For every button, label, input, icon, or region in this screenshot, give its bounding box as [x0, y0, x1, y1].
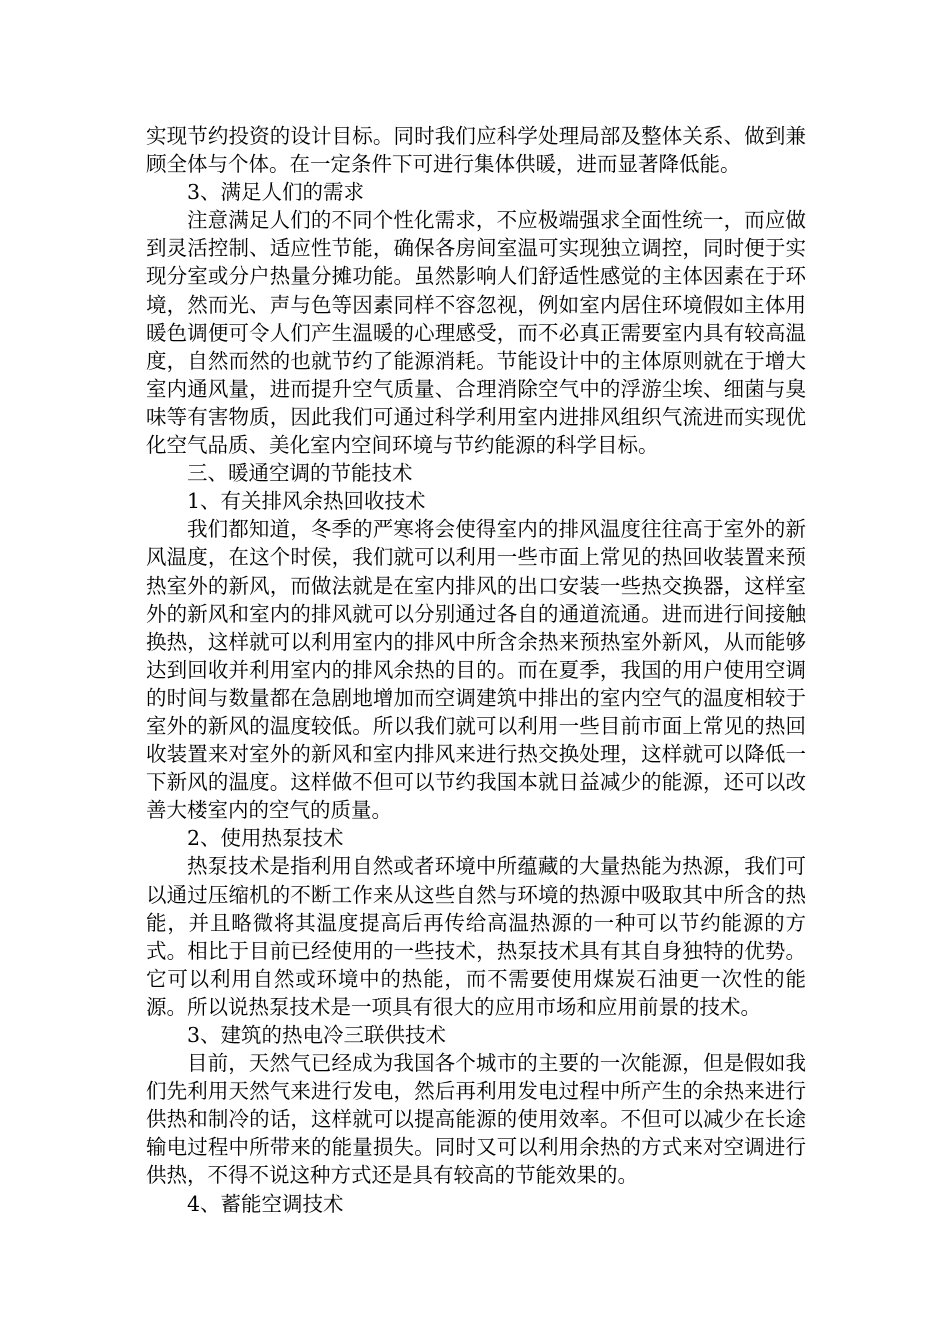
- chapter-heading: 三、暖通空调的节能技术: [187, 461, 413, 486]
- body-paragraph: 实现节约投资的设计目标。同时我们应科学处理局部及整体关系、做到兼顾全体与个体。在一定条件下可进行集体供暖，进而显著降低能。: [146, 124, 806, 177]
- body-paragraph: 注意满足人们的不同个性化需求，不应极端强求全面性统一，而应做到灵活控制、适应性节能，确保各房间室温可实现独立调控，同时便于实现分室或分户热量分摊功能。虽然影响人们舒适性感觉的主体因素在于环境，然而光、声与色等因素同样不容忽视，例如室内居住环境假如主体用暖色调便可令人们产生温暖的心理感受，而不必真正需要室内具有较高温度，自然而然的也就节约了能源消耗。节能设计中的主体原则就在于增大室内通风量，进而提升空气质量、合理消除空气中的浮游尘埃、细菌与臭味等有害物质，因此我们可通过科学利用室内进排风组织气流进而实现优化空气品质、美化室内空间环境与节约能源的科学目标。: [146, 208, 806, 458]
- section-heading: 4、蓄能空调技术: [187, 1191, 344, 1216]
- section-heading: 3、满足人们的需求: [187, 180, 365, 205]
- body-paragraph: 目前，天然气已经成为我国各个城市的主要的一次能源，但是假如我们先利用天然气来进行发电，然后再利用发电过程中所产生的余热来进行供热和制冷的话，这样就可以提高能源的使用效率。不但可以减少在长途输电过程中所带来的能量损失。同时又可以利用余热的方式来对空调进行供热，不得不说这种方式还是具有较高的节能效果的。: [146, 1051, 806, 1188]
- section-heading: 1、有关排风余热回收技术: [187, 489, 426, 514]
- body-paragraph: 热泵技术是指利用自然或者环境中所蕴藏的大量热能为热源，我们可以通过压缩机的不断工作来从这些自然与环境的热源中吸取其中所含的热能，并且略微将其温度提高后再传给高温热源的一种可以节约能源的方式。相比于目前已经使用的一些技术，热泵技术具有其自身独特的优势。它可以利用自然或环境中的热能，而不需要使用煤炭石油更一次性的能源。所以说热泵技术是一项具有很大的应用市场和应用前景的技术。: [146, 854, 806, 1019]
- section-heading: 3、建筑的热电冷三联供技术: [187, 1023, 447, 1047]
- section-heading: 2、使用热泵技术: [187, 826, 344, 851]
- body-paragraph: 我们都知道，冬季的严寒将会使得室内的排风温度往往高于室外的新风温度，在这个时侯，我们就可以利用一些市面上常见的热回收装置来预热室外的新风，而做法就是在室内排风的出口安装一些热交换器，这样室外的新风和室内的排风就可以分别通过各自的通道流通。进而进行间接触换热，这样就可以利用室内的排风中所含余热来预热室外新风，从而能够达到回收并利用室内的排风余热的目的。而在夏季，我国的用户使用空调的时间与数量都在急剧地增加而空调建筑中排出的室内空气的温度相较于室外的新风的温度较低。所以我们就可以利用一些目前市面上常见的热回收装置来对室外的新风和室内排风来进行热交换处理，这样就可以降低一下新风的温度。这样做不但可以节约我国本就日益减少的能源，还可以改善大楼室内的空气的质量。: [146, 517, 806, 823]
- document-page: [146, 122, 806, 1218]
